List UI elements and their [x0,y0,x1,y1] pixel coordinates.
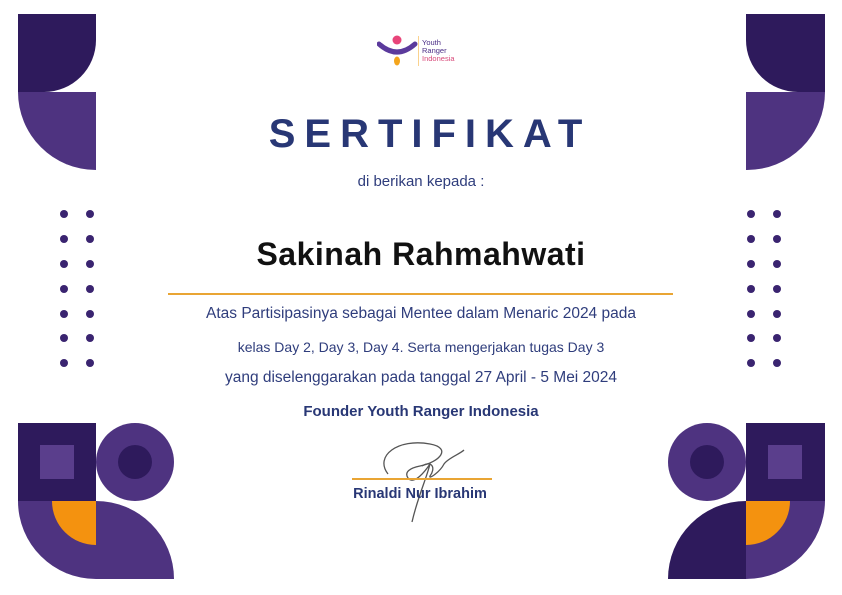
logo-text [422,39,455,63]
top-right-dark-shape [746,14,825,92]
logo-line-1: Youth [422,38,441,47]
signature-line [352,478,492,480]
founder-title: Founder Youth Ranger Indonesia [303,403,539,420]
bottom-right-shapes [668,423,825,579]
name-underline [168,293,673,295]
logo-line-2: Ranger [422,46,447,55]
signature-scribble [370,436,470,528]
certificate-title: SERTIFIKAT [268,112,592,156]
signatory-name: Rinaldi Nur Ibrahim [353,486,487,502]
top-left-dark-shape [18,14,96,92]
description-line-3: yang diselenggarakan pada tanggal 27 April - 5 Mei 2024 [224,369,618,386]
bottom-left-shapes [18,423,174,579]
logo-figure-icon [377,34,419,68]
youth-ranger-logo [377,34,477,68]
description-line-2: kelas Day 2, Day 3, Day 4. Serta mengerjakan tugas Day 3 [237,339,605,355]
logo-line-3: Indonesia [422,54,455,63]
presented-to-label: di berikan kepada : [357,173,485,190]
description-line-1: Atas Partisipasinya sebagai Mentee dalam Menaric 2024 pada [206,305,636,322]
recipient-name: Sakinah Rahmahwati [256,236,586,272]
